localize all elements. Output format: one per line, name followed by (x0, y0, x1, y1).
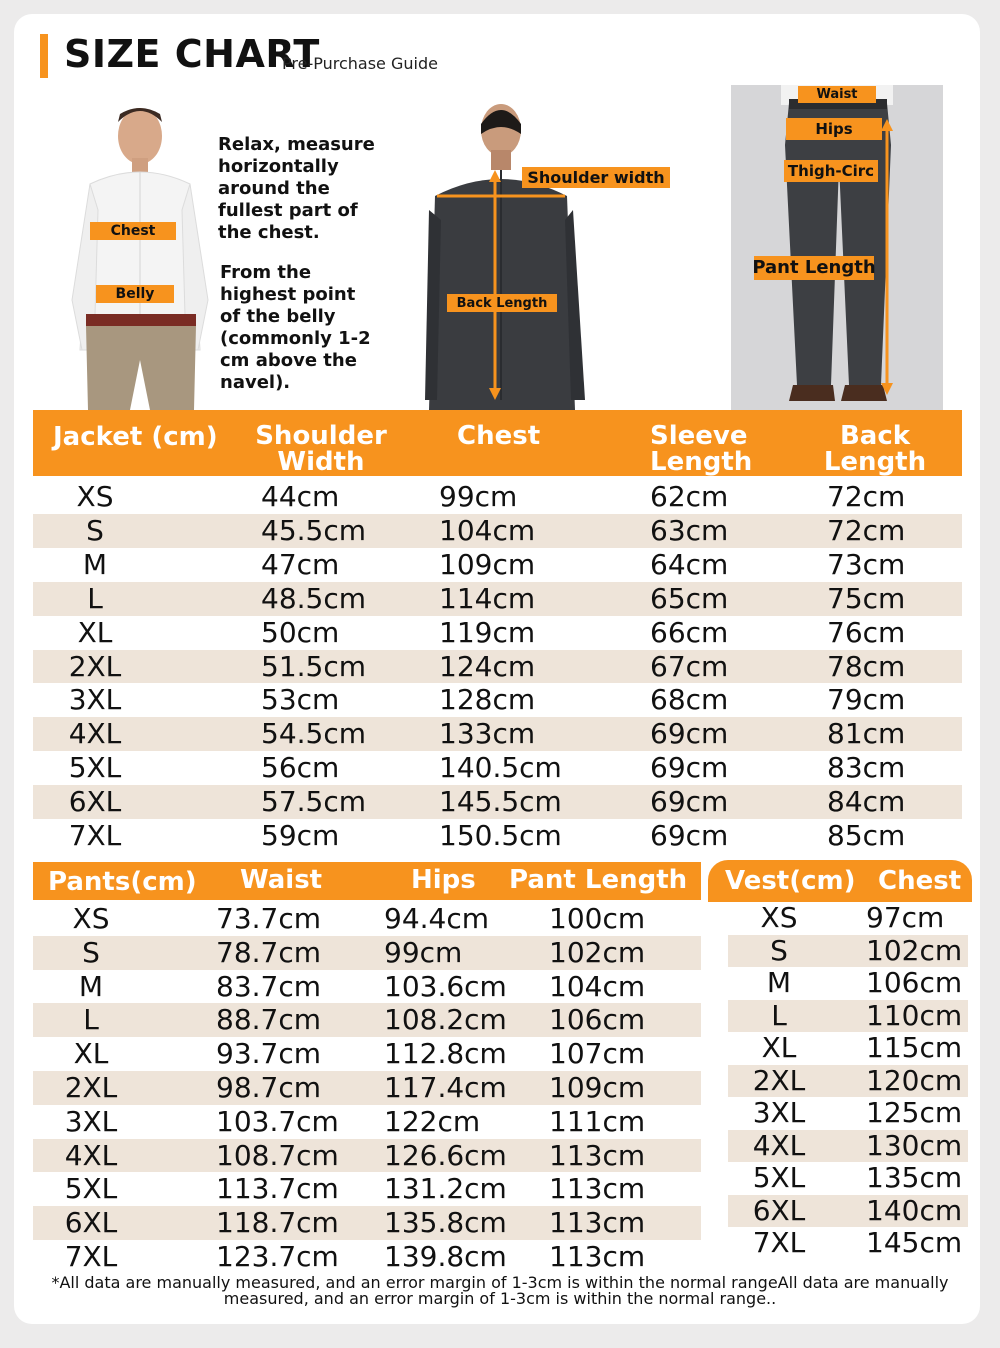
measure-cell: 102cm (866, 933, 963, 967)
belly-tag: Belly (96, 285, 174, 303)
measure-cell: 113cm (549, 1240, 646, 1273)
measure-cell: 106cm (549, 1003, 646, 1037)
chest-measure-note: Relax, measure horizontally around the fullest part of the chest. (218, 134, 375, 243)
measure-cell: 88.7cm (216, 1003, 322, 1037)
belly-measure-note: From the highest point of the belly (commonly 1-2 cm above the navel). (220, 262, 371, 393)
measure-cell: 50cm (261, 615, 340, 649)
table-row (728, 1227, 968, 1260)
size-cell: 4XL (752, 1128, 806, 1162)
jacket-size-table (33, 410, 962, 850)
size-cell: 7XL (64, 1240, 118, 1273)
measure-cell: 47cm (261, 547, 340, 581)
measure-cell: 57.5cm (261, 785, 367, 819)
measure-cell: 83.7cm (216, 969, 322, 1003)
measure-cell: 65cm (650, 581, 729, 615)
measure-cell: 109cm (439, 547, 536, 581)
table-row (728, 1097, 968, 1130)
table-row (33, 683, 962, 717)
measure-cell: 68cm (650, 683, 729, 717)
measure-cell: 53cm (261, 683, 340, 717)
measure-cell: 124cm (439, 649, 536, 683)
size-cell: 2XL (752, 1063, 806, 1097)
table-row (33, 717, 962, 751)
measure-cell: 107cm (549, 1037, 646, 1071)
shirt-model-photo (60, 100, 220, 410)
measure-cell: 94.4cm (384, 902, 490, 935)
size-cell: M (766, 966, 792, 999)
measure-cell: 133cm (439, 717, 536, 751)
size-cell: 6XL (752, 1193, 806, 1227)
size-cell: XS (760, 901, 798, 934)
measure-cell: 79cm (827, 683, 906, 717)
size-cell: XL (73, 1037, 109, 1071)
size-cell: 3XL (64, 1104, 118, 1138)
table-row (33, 514, 962, 548)
measure-cell: 104cm (549, 969, 646, 1003)
measure-cell: 78.7cm (216, 935, 322, 969)
measure-cell: 112.8cm (384, 1037, 507, 1071)
thigh-circ-tag: Thigh-Circ (784, 160, 878, 182)
table-row (728, 967, 968, 1000)
table-row (33, 548, 962, 582)
measure-cell: 108.7cm (216, 1138, 339, 1172)
jacket-header-size: Jacket (cm) (53, 422, 218, 452)
size-cell: XS (72, 902, 110, 935)
table-row (728, 1130, 968, 1163)
size-cell: L (771, 998, 787, 1032)
measure-cell: 45.5cm (261, 513, 367, 547)
measure-cell: 69cm (650, 751, 729, 785)
measure-cell: 128cm (439, 683, 536, 717)
vest-header-size: Vest(cm) (725, 866, 856, 896)
size-cell: XL (77, 615, 113, 649)
measure-cell: 83cm (827, 751, 906, 785)
table-row (33, 1105, 701, 1139)
table-row (33, 1037, 701, 1071)
size-cell: 3XL (68, 683, 122, 717)
size-cell: 4XL (68, 717, 122, 751)
measure-cell: 122cm (384, 1104, 481, 1138)
table-row (33, 582, 962, 616)
measure-cell: 76cm (827, 615, 906, 649)
measure-cell: 75cm (827, 581, 906, 615)
measure-cell: 145.5cm (439, 785, 562, 819)
size-cell: 6XL (68, 785, 122, 819)
size-cell: M (78, 969, 104, 1003)
measure-cell: 113cm (549, 1172, 646, 1206)
pants-header-size: Pants(cm) (48, 867, 197, 897)
size-cell: XL (761, 1031, 797, 1064)
pants-size-table (33, 862, 701, 1274)
measure-cell: 98.7cm (216, 1071, 322, 1104)
table-row (33, 650, 962, 684)
measure-cell: 150.5cm (439, 819, 562, 852)
vest-table-header (708, 860, 972, 902)
measure-cell: 131.2cm (384, 1172, 507, 1206)
pants-table-header (33, 862, 701, 900)
measure-cell: 72cm (827, 513, 906, 547)
table-row (33, 1139, 701, 1173)
measure-cell: 59cm (261, 819, 340, 852)
table-row (33, 1071, 701, 1105)
measure-cell: 145cm (866, 1226, 963, 1259)
table-row (728, 935, 968, 968)
measure-cell: 69cm (650, 819, 729, 852)
size-cell: XS (76, 480, 114, 513)
measure-cell: 102cm (549, 935, 646, 969)
measure-cell: 69cm (650, 785, 729, 819)
measure-cell: 130cm (866, 1128, 963, 1162)
jacket-header-shoulder: Shoulder Width (255, 421, 387, 477)
measure-cell: 111cm (549, 1104, 646, 1138)
size-cell: L (87, 581, 103, 615)
measure-cell: 123.7cm (216, 1240, 339, 1273)
measure-cell: 140cm (866, 1193, 963, 1227)
measure-cell: 113.7cm (216, 1172, 339, 1206)
table-row (728, 1000, 968, 1033)
pants-header-hips: Hips (411, 865, 476, 895)
jacket-table-header (33, 410, 962, 476)
size-cell: 5XL (64, 1172, 118, 1206)
measure-cell: 117.4cm (384, 1071, 507, 1104)
title-accent-bar (40, 34, 48, 78)
table-row (728, 1195, 968, 1228)
size-cell: S (770, 933, 788, 967)
table-row (33, 751, 962, 785)
size-cell: M (82, 547, 108, 581)
table-row (33, 1003, 701, 1037)
measure-cell: 73.7cm (216, 902, 322, 935)
measure-cell: 120cm (866, 1063, 963, 1097)
waist-tag: Waist (798, 86, 876, 103)
vest-header-chest: Chest (878, 866, 962, 896)
measure-cell: 106cm (866, 966, 963, 999)
measure-cell: 119cm (439, 615, 536, 649)
measure-cell: 97cm (866, 901, 945, 934)
measure-cell: 63cm (650, 513, 729, 547)
table-row (728, 902, 968, 935)
chest-tag: Chest (90, 222, 176, 240)
measure-cell: 140.5cm (439, 751, 562, 785)
size-cell: 2XL (64, 1071, 118, 1104)
table-row (33, 819, 962, 853)
page-subtitle: Pre-Purchase Guide (282, 54, 438, 73)
measure-cell: 51.5cm (261, 649, 367, 683)
measure-cell: 69cm (650, 717, 729, 751)
size-cell: 6XL (64, 1206, 118, 1240)
table-row (33, 785, 962, 819)
size-cell: L (83, 1003, 99, 1037)
pant-length-tag: Pant Length (752, 257, 876, 278)
jacket-header-sleeve: Sleeve Length (650, 421, 753, 477)
table-row (33, 970, 701, 1004)
measure-cell: 72cm (827, 480, 906, 513)
measure-cell: 115cm (866, 1031, 963, 1064)
table-row (728, 1032, 968, 1065)
size-cell: 7XL (752, 1226, 806, 1259)
measure-cell: 104cm (439, 513, 536, 547)
hips-tag: Hips (786, 118, 882, 140)
measure-cell: 113cm (549, 1206, 646, 1240)
measure-cell: 66cm (650, 615, 729, 649)
measure-cell: 48.5cm (261, 581, 367, 615)
measure-cell: 109cm (549, 1071, 646, 1104)
measure-cell: 54.5cm (261, 717, 367, 751)
back-length-tag: Back Length (447, 294, 557, 312)
table-row (33, 1206, 701, 1240)
measure-cell: 85cm (827, 819, 906, 852)
measure-cell: 139.8cm (384, 1240, 507, 1273)
size-cell: 3XL (752, 1096, 806, 1129)
measurement-footnote: *All data are manually measured, and an error margin of 1-3cm is within the normal rangeAll data are manually measured, and an error margin of 1-3cm is within the normal range.. (51, 1273, 949, 1308)
suit-back-photo (425, 100, 585, 410)
size-cell: 5XL (752, 1161, 806, 1194)
table-row (33, 1172, 701, 1206)
measure-cell: 44cm (261, 480, 340, 513)
table-row (33, 1240, 701, 1274)
table-row (33, 936, 701, 970)
page-title: SIZE CHART (64, 32, 320, 76)
vest-size-table (708, 860, 972, 1272)
table-row (33, 902, 701, 936)
size-cell: 4XL (64, 1138, 118, 1172)
measure-cell: 62cm (650, 480, 729, 513)
measure-cell: 99cm (439, 480, 518, 513)
size-cell: 2XL (68, 649, 122, 683)
shoulder-width-tag: Shoulder width (522, 167, 670, 188)
table-row (33, 480, 962, 514)
measure-cell: 73cm (827, 547, 906, 581)
measure-cell: 78cm (827, 649, 906, 683)
measure-cell: 64cm (650, 547, 729, 581)
table-row (728, 1065, 968, 1098)
measure-cell: 56cm (261, 751, 340, 785)
pants-header-length: Pant Length (509, 865, 688, 895)
measure-cell: 84cm (827, 785, 906, 819)
size-cell: S (82, 935, 100, 969)
measure-cell: 108.2cm (384, 1003, 507, 1037)
measure-cell: 103.7cm (216, 1104, 339, 1138)
measure-cell: 93.7cm (216, 1037, 322, 1071)
measure-cell: 135.8cm (384, 1206, 507, 1240)
size-cell: 5XL (68, 751, 122, 785)
size-cell: 7XL (68, 819, 122, 852)
measure-cell: 103.6cm (384, 969, 507, 1003)
measure-cell: 113cm (549, 1138, 646, 1172)
measure-cell: 99cm (384, 935, 463, 969)
measure-cell: 114cm (439, 581, 536, 615)
measure-cell: 100cm (549, 902, 646, 935)
jacket-header-chest: Chest (457, 421, 541, 451)
pants-header-waist: Waist (240, 865, 323, 895)
measure-cell: 126.6cm (384, 1138, 507, 1172)
size-cell: S (86, 513, 104, 547)
measure-cell: 125cm (866, 1096, 963, 1129)
table-row (33, 616, 962, 650)
measure-cell: 67cm (650, 649, 729, 683)
measure-cell: 110cm (866, 998, 963, 1032)
table-row (728, 1162, 968, 1195)
measure-cell: 118.7cm (216, 1206, 339, 1240)
measure-cell: 81cm (827, 717, 906, 751)
measure-cell: 135cm (866, 1161, 963, 1194)
jacket-header-back: Back Length (823, 421, 927, 477)
